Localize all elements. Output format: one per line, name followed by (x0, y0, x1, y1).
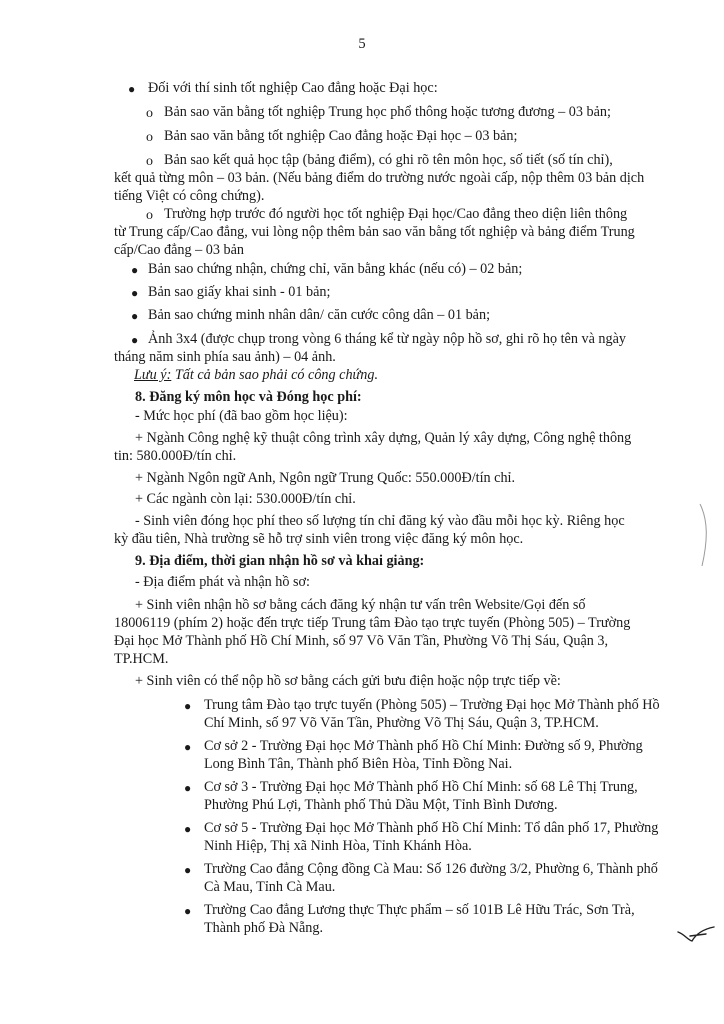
note-label: Lưu ý: (134, 367, 172, 383)
sub-item: Trường hợp trước đó người học tốt nghiệp Đại học/Cao đẳng theo diện liên thông (164, 206, 628, 222)
office-item: Cơ sở 2 - Trường Đại học Mở Thành phố Hồ Chí Minh: Đường số 9, Phường (204, 738, 643, 754)
bullet-icon: ● (131, 286, 139, 300)
section-8-heading: 8. Đăng ký môn học và Đóng học phí: (135, 389, 362, 405)
fee-line-cont: tin: 580.000Đ/tín chỉ. (114, 448, 237, 464)
bullet-icon: ● (128, 82, 136, 96)
office-item: Cơ sở 3 - Trường Đại học Mở Thành phố Hồ Chí Minh: số 68 Lê Thị Trung, (204, 779, 638, 795)
bullet-icon: ● (184, 822, 192, 836)
circle-bullet-icon: o (146, 130, 153, 145)
fee-line: + Ngành Ngôn ngữ Anh, Ngôn ngữ Trung Quốc: 550.000Đ/tín chỉ. (135, 470, 516, 486)
item-graduates: Đối với thí sinh tốt nghiệp Cao đẳng hoặc Đại học: (148, 80, 438, 96)
page-number: 5 (358, 36, 366, 52)
margin-scan-mark (694, 500, 714, 570)
location-line-cont: Đại học Mở Thành phố Hồ Chí Minh, số 97 Võ Văn Tần, Phường Võ Thị Sáu, Quận 3, (114, 633, 609, 649)
sub-item: Bản sao kết quả học tập (bảng điểm), có ghi rõ tên môn học, số tiết (số tín chỉ), (164, 152, 613, 168)
fee-note: - Sinh viên đóng học phí theo số lượng tín chỉ đăng ký vào đầu mỗi học kỳ. Riêng học (135, 513, 625, 529)
bullet-icon: ● (184, 781, 192, 795)
location-line-cont: 18006119 (phím 2) hoặc đến trực tiếp Trung tâm Đào tạo trực tuyến (Phòng 505) – Trường (114, 615, 631, 631)
note-text: Tất cả bản sao phải có công chứng. (174, 367, 379, 383)
note (134, 367, 378, 384)
sub-item-cont: từ Trung cấp/Cao đẳng, vui lòng nộp thêm bản sao văn bằng tốt nghiệp và bảng điểm Trung (114, 224, 635, 240)
circle-bullet-icon: o (146, 208, 153, 223)
location-line-cont: TP.HCM. (114, 651, 169, 667)
location-line: + Sinh viên nhận hồ sơ bằng cách đăng ký nhận tư vấn trên Website/Gọi đến số (135, 597, 586, 613)
bullet-icon: ● (131, 333, 139, 347)
item: Bản sao chứng minh nhân dân/ căn cước công dân – 01 bản; (148, 307, 491, 323)
office-item-cont: Thành phố Đà Nẵng. (204, 920, 323, 936)
office-item-cont: Phường Phú Lợi, Thành phố Thủ Dầu Một, Tỉnh Bình Dương. (204, 797, 558, 813)
bullet-icon: ● (184, 740, 192, 754)
item: Bản sao giấy khai sinh - 01 bản; (148, 284, 331, 300)
fee-line: + Các ngành còn lại: 530.000Đ/tín chỉ. (135, 491, 356, 507)
item: Bản sao chứng nhận, chứng chỉ, văn bằng khác (nếu có) – 02 bản; (148, 261, 523, 277)
sub-item-cont: cấp/Cao đẳng – 03 bản (114, 242, 245, 258)
item: Ảnh 3x4 (được chụp trong vòng 6 tháng kể từ ngày nộp hồ sơ, ghi rõ họ tên và ngày (148, 331, 627, 347)
office-item-cont: Ninh Hiệp, Thị xã Ninh Hòa, Tỉnh Khánh Hòa. (204, 838, 472, 854)
location-intro: - Địa điểm phát và nhận hồ sơ: (135, 574, 310, 590)
fee-intro: - Mức học phí (đã bao gồm học liệu): (135, 408, 348, 424)
office-item: Cơ sở 5 - Trường Đại học Mở Thành phố Hồ Chí Minh: Tổ dân phố 17, Phường (204, 820, 659, 836)
submission-intro: + Sinh viên có thể nộp hồ sơ bằng cách gửi bưu điện hoặc nộp trực tiếp về: (135, 673, 561, 689)
office-item: Trường Cao đẳng Cộng đồng Cà Mau: Số 126 đường 3/2, Phường 6, Thành phố (204, 861, 658, 877)
office-item-cont: Long Bình Tân, Thành phố Biên Hòa, Tỉnh Đồng Nai. (204, 756, 513, 772)
office-item: Trung tâm Đào tạo trực tuyến (Phòng 505) – Trường Đại học Mở Thành phố Hồ (204, 697, 660, 713)
sub-item: Bản sao văn bằng tốt nghiệp Cao đẳng hoặc Đại học – 03 bản; (164, 128, 518, 144)
sub-item: Bản sao văn bằng tốt nghiệp Trung học phổ thông hoặc tương đương – 03 bản; (164, 104, 611, 120)
fee-line: + Ngành Công nghệ kỹ thuật công trình xây dựng, Quản lý xây dựng, Công nghệ thông (135, 430, 632, 446)
bullet-icon: ● (184, 863, 192, 877)
office-item-cont: Cà Mau, Tỉnh Cà Mau. (204, 879, 336, 895)
circle-bullet-icon: o (146, 106, 153, 121)
bullet-icon: ● (131, 263, 139, 277)
sub-item-cont: kết quả từng môn – 03 bản. (Nếu bảng điểm do trường nước ngoài cấp, nộp thêm 03 bản dịch (114, 170, 645, 186)
initials-signature (676, 924, 716, 944)
bullet-icon: ● (184, 904, 192, 918)
sub-item-cont: tiếng Việt có công chứng). (114, 188, 265, 204)
item-cont: tháng năm sinh phía sau ảnh) – 04 ảnh. (114, 349, 336, 365)
circle-bullet-icon: o (146, 154, 153, 169)
bullet-icon: ● (131, 309, 139, 323)
office-item-cont: Chí Minh, số 97 Võ Văn Tần, Phường Võ Thị Sáu, Quận 3, TP.HCM. (204, 715, 599, 731)
fee-note-cont: kỳ đầu tiên, Nhà trường sẽ hỗ trợ sinh viên trong việc đăng ký môn học. (114, 531, 524, 547)
section-9-heading: 9. Địa điểm, thời gian nhận hồ sơ và khai giảng: (135, 553, 425, 569)
office-item: Trường Cao đẳng Lương thực Thực phẩm – số 101B Lê Hữu Trác, Sơn Trà, (204, 902, 635, 918)
bullet-icon: ● (184, 699, 192, 713)
